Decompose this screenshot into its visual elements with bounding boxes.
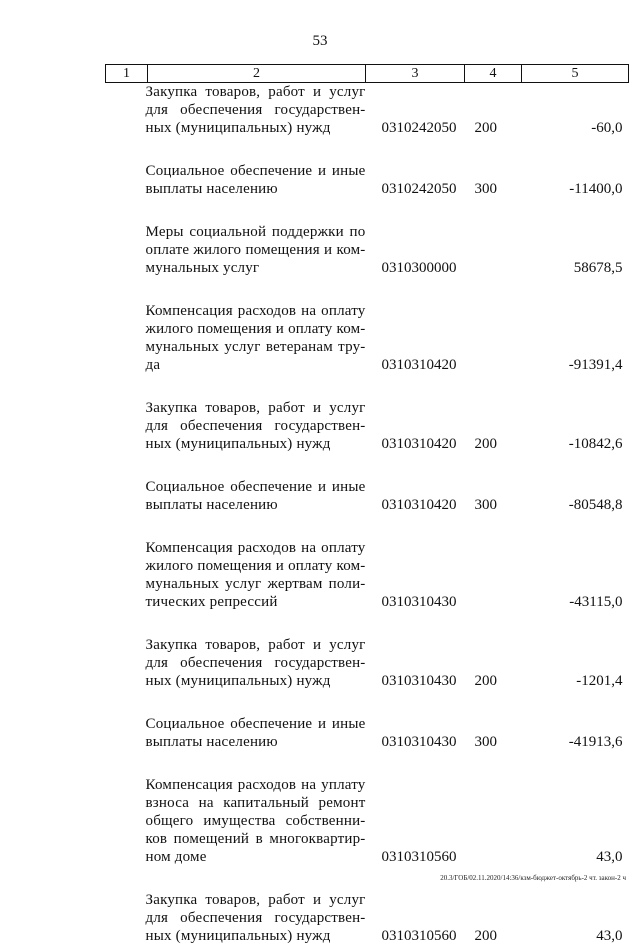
row-spacer xyxy=(106,751,629,776)
row-code: 0310300000 xyxy=(366,223,465,277)
row-amount: -1201,4 xyxy=(522,636,629,690)
row-spacer xyxy=(106,198,629,223)
row-amount: -91391,4 xyxy=(522,302,629,374)
row-expense-type: 200 xyxy=(465,636,522,690)
header-col-4: 4 xyxy=(465,65,522,83)
table-row xyxy=(106,223,629,277)
row-expense-type xyxy=(465,776,522,866)
row-code: 0310242050 xyxy=(366,162,465,198)
header-col-3: 3 xyxy=(366,65,465,83)
spacer-cell xyxy=(106,751,629,776)
spacer-cell xyxy=(106,453,629,478)
row-amount: -60,0 xyxy=(522,83,629,138)
row-amount: -41913,6 xyxy=(522,715,629,751)
table-header xyxy=(106,65,629,83)
row-description: Компенсация расходов на оплату жилого помещения и оплату ком-мунальных услуг жертвам поли-тических репрессий xyxy=(106,539,366,611)
row-code: 0310242050 xyxy=(366,83,465,138)
table-row xyxy=(106,636,629,690)
row-description: Закупка товаров, работ и услуг для обеспечения государствен-ных (муниципальных) нужд xyxy=(106,83,366,138)
row-description: Социальное обеспечение и иные выплаты населению xyxy=(106,478,366,514)
row-spacer xyxy=(106,137,629,162)
table-row xyxy=(106,715,629,751)
page-number: 53 xyxy=(0,33,640,50)
table-row xyxy=(106,162,629,198)
header-col-1: 1 xyxy=(106,65,148,83)
row-description: Социальное обеспечение и иные выплаты населению xyxy=(106,162,366,198)
row-code: 0310310420 xyxy=(366,302,465,374)
row-code: 0310310430 xyxy=(366,539,465,611)
spacer-cell xyxy=(106,277,629,302)
row-code: 0310310430 xyxy=(366,715,465,751)
budget-table xyxy=(105,64,629,945)
spacer-cell xyxy=(106,514,629,539)
row-description: Меры социальной поддержки по оплате жилого помещения и ком-мунальных услуг xyxy=(106,223,366,277)
spacer-cell xyxy=(106,611,629,636)
table-body xyxy=(106,83,629,945)
row-expense-type xyxy=(465,302,522,374)
table-row xyxy=(106,302,629,374)
row-amount: 43,0 xyxy=(522,776,629,866)
row-expense-type: 200 xyxy=(465,399,522,453)
spacer-cell xyxy=(106,198,629,223)
row-spacer xyxy=(106,453,629,478)
footer-note: 20.3/ГОБ/02.11.2020/14:36/кзм-бюджет-октябрь-2 чт. закон-2 ч xyxy=(440,874,626,882)
row-description: Социальное обеспечение и иные выплаты населению xyxy=(106,715,366,751)
row-expense-type: 200 xyxy=(465,891,522,945)
row-amount: -10842,6 xyxy=(522,399,629,453)
table-row xyxy=(106,539,629,611)
row-description: Закупка товаров, работ и услуг для обеспечения государствен-ных (муниципальных) нужд xyxy=(106,636,366,690)
row-expense-type xyxy=(465,539,522,611)
row-description: Компенсация расходов на уплату взноса на капитальный ремонт общего имущества собственни-ков помещений в многоквартир-ном доме xyxy=(106,776,366,866)
row-expense-type: 200 xyxy=(465,83,522,138)
table-row xyxy=(106,83,629,138)
table-row xyxy=(106,891,629,945)
row-code: 0310310560 xyxy=(366,891,465,945)
spacer-cell xyxy=(106,690,629,715)
row-expense-type: 300 xyxy=(465,162,522,198)
row-amount: 58678,5 xyxy=(522,223,629,277)
row-code: 0310310420 xyxy=(366,399,465,453)
row-spacer xyxy=(106,277,629,302)
row-amount: -43115,0 xyxy=(522,539,629,611)
row-amount: -80548,8 xyxy=(522,478,629,514)
spacer-cell xyxy=(106,137,629,162)
header-row xyxy=(106,65,629,83)
row-description: Закупка товаров, работ и услуг для обеспечения государствен-ных (муниципальных) нужд xyxy=(106,891,366,945)
row-expense-type: 300 xyxy=(465,715,522,751)
spacer-cell xyxy=(106,374,629,399)
header-col-5: 5 xyxy=(522,65,629,83)
row-description: Компенсация расходов на оплату жилого помещения и оплату ком-мунальных услуг ветеранам тру-да xyxy=(106,302,366,374)
table-row xyxy=(106,776,629,866)
row-amount: -11400,0 xyxy=(522,162,629,198)
table-row xyxy=(106,399,629,453)
row-amount: 43,0 xyxy=(522,891,629,945)
row-spacer xyxy=(106,514,629,539)
row-spacer xyxy=(106,690,629,715)
table-row xyxy=(106,478,629,514)
row-spacer xyxy=(106,374,629,399)
header-col-2: 2 xyxy=(148,65,366,83)
row-expense-type: 300 xyxy=(465,478,522,514)
row-spacer xyxy=(106,611,629,636)
row-code: 0310310430 xyxy=(366,636,465,690)
row-code: 0310310420 xyxy=(366,478,465,514)
row-description: Закупка товаров, работ и услуг для обеспечения государствен-ных (муниципальных) нужд xyxy=(106,399,366,453)
row-expense-type xyxy=(465,223,522,277)
row-code: 0310310560 xyxy=(366,776,465,866)
